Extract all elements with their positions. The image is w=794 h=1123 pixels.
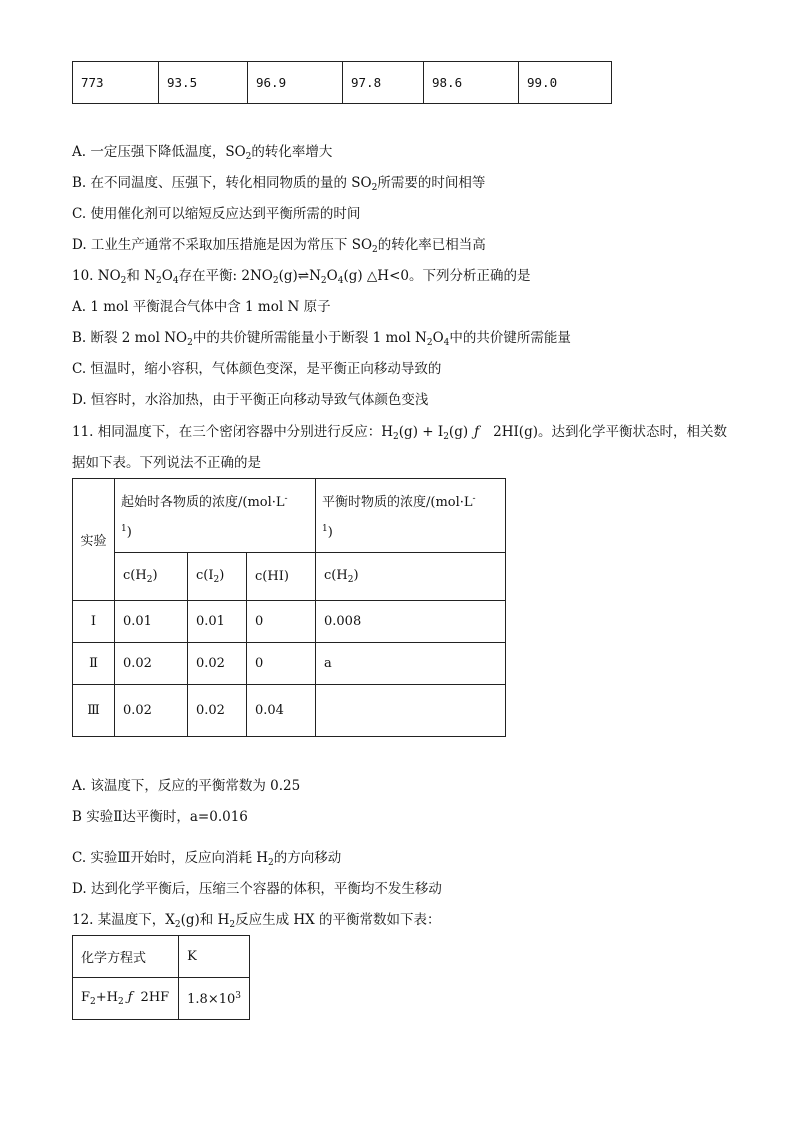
table-cell: 97.8 <box>343 62 424 104</box>
table-cell: $F_2+H_2$ ƒ 2HF <box>73 978 179 1020</box>
q9-option-c: C. 使用催化剂可以缩短反应达到平衡所需的时间 <box>72 206 361 222</box>
header-eq-c-h2: $c(H_2)$ <box>316 553 506 601</box>
header-k: K <box>179 936 250 978</box>
q12-stem: 12. 某温度下，$X_2(g)$和 $H_2$反应生成 HX 的平衡常数如下表： <box>72 912 441 930</box>
q11-option-d: D. 达到化学平衡后，压缩三个容器的体积，平衡均不发生移动 <box>72 881 442 897</box>
table-cell: 0.02 <box>188 643 247 685</box>
header-experiment: 实验 <box>73 479 115 601</box>
header-equilibrium-concentration: 平衡时物质的浓度/(mol·L- $^1$) <box>316 479 506 553</box>
table-cell: 0.01 <box>115 601 188 643</box>
table-cell: 773 <box>73 62 159 104</box>
q11-option-c: C. 实验Ⅲ开始时，反应向消耗 $H_2$的方向移动 <box>72 850 342 868</box>
q10-option-a: A. 1 mol 平衡混合气体中含 1 mol N 原子 <box>72 299 331 315</box>
table-cell: 0.02 <box>115 685 188 737</box>
table-cell: 0.02 <box>115 643 188 685</box>
table-cell: 99.0 <box>519 62 612 104</box>
table-cell: 0.01 <box>188 601 247 643</box>
q11-option-b: B 实验Ⅱ达平衡时，a=0.016 <box>72 809 248 825</box>
table-cell: 0.04 <box>247 685 316 737</box>
header-initial-concentration: 起始时各物质的浓度/(mol·L- $^1$) <box>115 479 316 553</box>
table-cell: $1.8\times 10^3$ <box>179 978 250 1020</box>
q10-option-d: D. 恒容时，水浴加热，由于平衡正向移动导致气体颜色变浅 <box>72 392 429 408</box>
table-cell: 0.02 <box>188 685 247 737</box>
table-cell: 0.008 <box>316 601 506 643</box>
table-cell: Ⅱ <box>73 643 115 685</box>
q10-stem: 10. $NO_2$和 $N_2O_4$存在平衡: $2NO_2(g)\rightleftharpoons N_2O_4(g)$ △H<0。下列分析正确的是 <box>72 268 531 286</box>
table-row <box>73 479 506 553</box>
table-row <box>73 643 506 685</box>
header-c-hi: c(HI) <box>247 553 316 601</box>
equilibrium-table <box>72 478 506 737</box>
conversion-table-row <box>72 61 612 104</box>
q9-option-d: D. 工业生产通常不采取加压措施是因为常压下 $SO_2$的转化率已相当高 <box>72 237 486 255</box>
q9-option-a: A. 一定压强下降低温度，$SO_2$的转化率增大 <box>72 144 333 162</box>
q10-option-b: B. 断裂 2 mol $NO_2$中的共价键所需能量小于断裂 1 mol $N_2O_4$中的共价键所需能量 <box>72 330 571 348</box>
q11-stem-line2: 据如下表。下列说法不正确的是 <box>72 455 261 471</box>
table-row <box>73 936 250 978</box>
table-row <box>73 978 250 1020</box>
table-row <box>73 601 506 643</box>
header-equation: 化学方程式 <box>73 936 179 978</box>
table-cell: Ⅰ <box>73 601 115 643</box>
table-row <box>73 62 612 104</box>
q11-option-a: A. 该温度下，反应的平衡常数为 0.25 <box>72 778 301 794</box>
table-row <box>73 553 506 601</box>
q9-option-b: B. 在不同温度、压强下，转化相同物质的量的 $SO_2$所需要的时间相等 <box>72 175 486 193</box>
header-c-h2: $c(H_2)$ <box>115 553 188 601</box>
table-cell: Ⅲ <box>73 685 115 737</box>
q10-option-c: C. 恒温时，缩小容积，气体颜色变深，是平衡正向移动导致的 <box>72 361 442 377</box>
table-cell: a <box>316 643 506 685</box>
table-row <box>73 685 506 737</box>
table-cell: 0 <box>247 601 316 643</box>
table-cell: 0 <box>247 643 316 685</box>
table-cell <box>316 685 506 737</box>
header-c-i2: $c(I_2)$ <box>188 553 247 601</box>
table-cell: 96.9 <box>248 62 343 104</box>
q11-stem: 11. 相同温度下，在三个密闭容器中分别进行反应：$H_2(g) + I_2(g)$ ƒ 2HI(g)。达到化学平衡状态时，相关数 <box>72 424 727 442</box>
table-cell: 93.5 <box>159 62 248 104</box>
table-cell: 98.6 <box>424 62 519 104</box>
equilibrium-constant-table <box>72 935 250 1020</box>
